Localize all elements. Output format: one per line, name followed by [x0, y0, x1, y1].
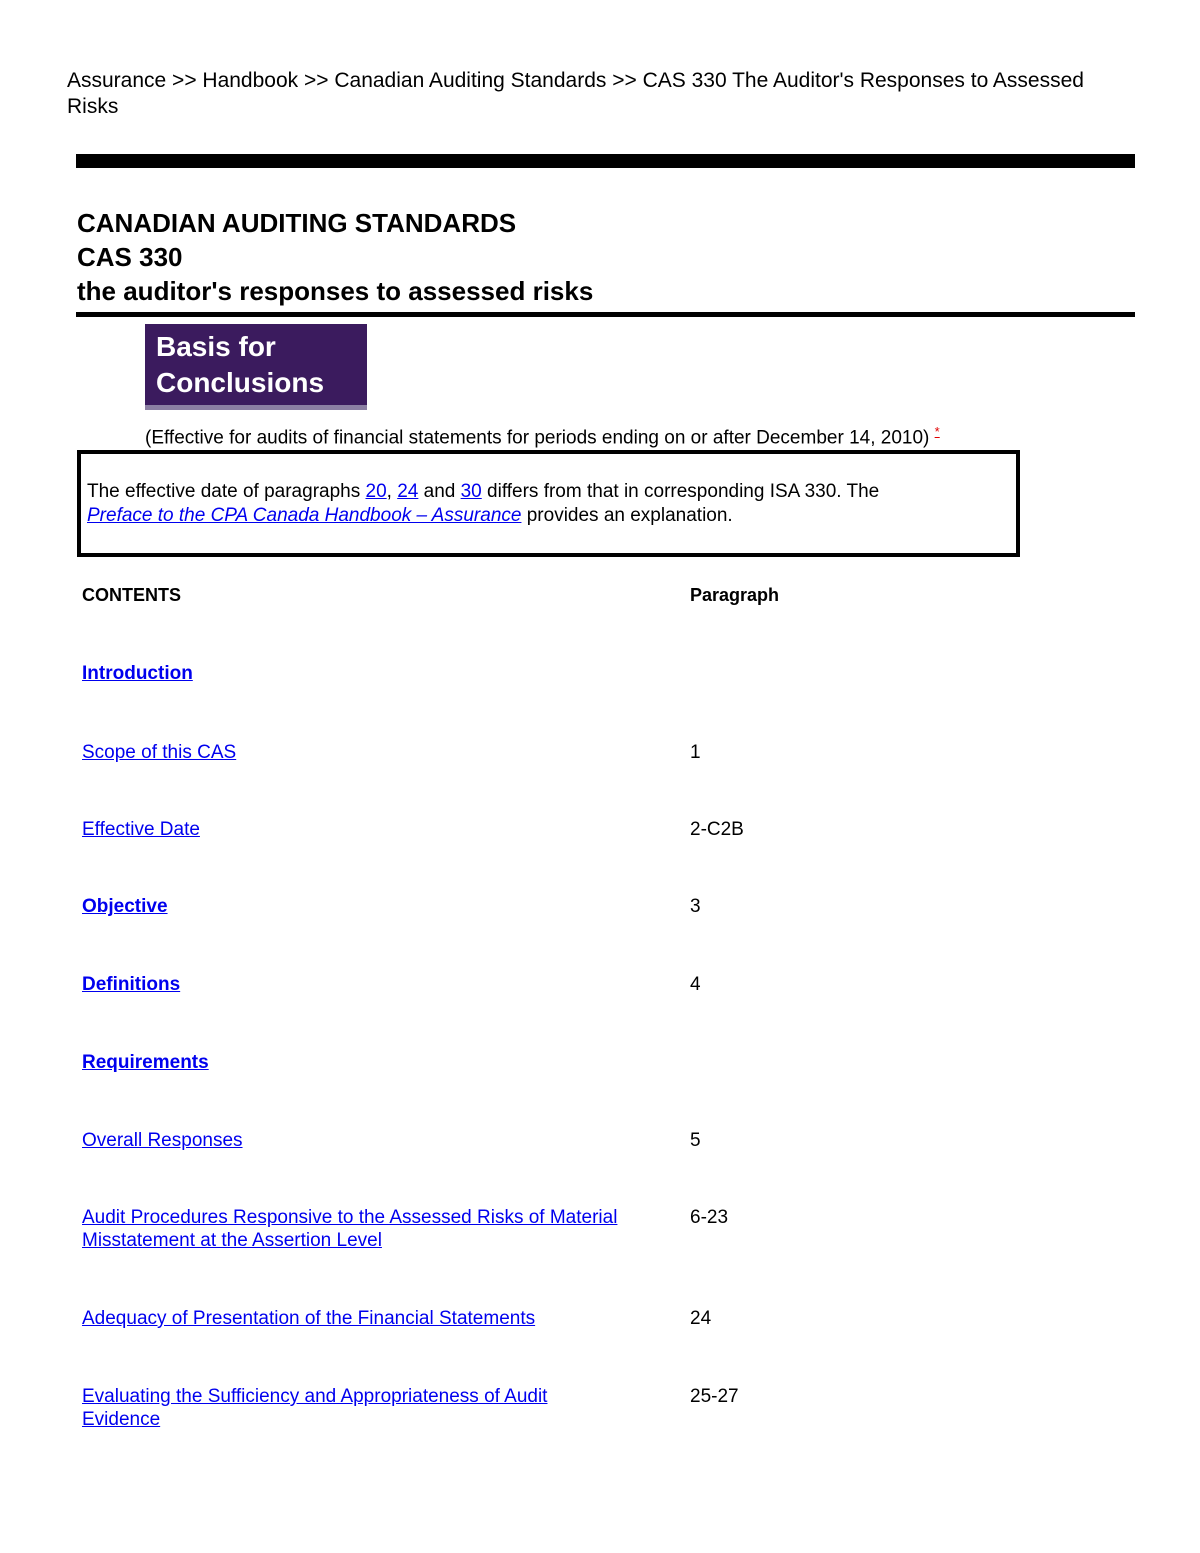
notice-text-1: The effective date of paragraphs: [87, 481, 366, 502]
header-divider: [76, 154, 1135, 168]
breadcrumb: Assurance >> Handbook >> Canadian Auditing Standards >> CAS 330 The Auditor's Responses to Assessed Risks: [67, 69, 1084, 118]
toc-link-scope[interactable]: Scope of this CAS: [82, 742, 237, 763]
basis-for-conclusions-button[interactable]: [145, 324, 367, 410]
toc-link-definitions[interactable]: Definitions: [82, 974, 181, 995]
toc-paragraph-number: 1: [690, 742, 701, 763]
page-title: [77, 206, 593, 308]
paragraph-24-link[interactable]: 24: [397, 481, 419, 502]
preface-link[interactable]: Preface to the CPA Canada Handbook – Assurance: [87, 505, 522, 526]
badge-line-2: Conclusions: [156, 367, 325, 398]
toc-link-requirements[interactable]: Requirements: [82, 1052, 209, 1073]
toc-paragraph-number: 3: [690, 896, 701, 917]
effective-date-note: [145, 420, 940, 450]
toc-link-audit-procedures[interactable]: Audit Procedures Responsive to the Assessed Risks of Material Misstatement at the Assertion Level: [82, 1207, 618, 1251]
effective-date-text: (Effective for audits of financial statements for periods ending on or after December 14, 2010): [145, 427, 935, 449]
notice-sep-1: ,: [386, 481, 398, 502]
footnote-link[interactable]: *: [934, 424, 940, 439]
toc-paragraph-number: 5: [690, 1130, 701, 1151]
toc-link-effective-date[interactable]: Effective Date: [82, 819, 200, 840]
paragraph-20-link[interactable]: 20: [365, 481, 387, 502]
toc-link-adequacy-of-presentation[interactable]: Adequacy of Presentation of the Financial Statements: [82, 1308, 536, 1329]
title-line-standards: CANADIAN AUDITING STANDARDS: [77, 208, 517, 238]
title-line-cas-number: CAS 330: [77, 242, 183, 272]
notice-text-2: differs from that in corresponding ISA 330. The: [481, 481, 880, 502]
toc-link-evaluating-sufficiency[interactable]: Evaluating the Sufficiency and Appropriateness of Audit Evidence: [82, 1386, 548, 1430]
toc-paragraph-number: 2-C2B: [690, 819, 744, 840]
title-divider: [76, 312, 1135, 317]
paragraph-30-link[interactable]: 30: [460, 481, 482, 502]
toc-paragraph-number: 6-23: [690, 1207, 729, 1228]
effective-date-notice: [77, 450, 1020, 557]
toc-paragraph-number: 25-27: [690, 1386, 739, 1407]
badge-line-1: Basis for: [156, 331, 276, 362]
notice-sep-2: and: [418, 481, 461, 502]
toc-link-overall-responses[interactable]: Overall Responses: [82, 1130, 243, 1151]
notice-text-3: provides an explanation.: [521, 505, 733, 526]
toc-paragraph-number: 24: [690, 1308, 712, 1329]
toc-link-introduction[interactable]: Introduction: [82, 663, 193, 684]
paragraph-heading: Paragraph: [690, 585, 780, 605]
title-line-subject: the auditor's responses to assessed risks: [77, 276, 594, 306]
contents-heading: CONTENTS: [82, 585, 181, 605]
toc-link-objective[interactable]: Objective: [82, 896, 168, 917]
toc-paragraph-number: 4: [690, 974, 701, 995]
